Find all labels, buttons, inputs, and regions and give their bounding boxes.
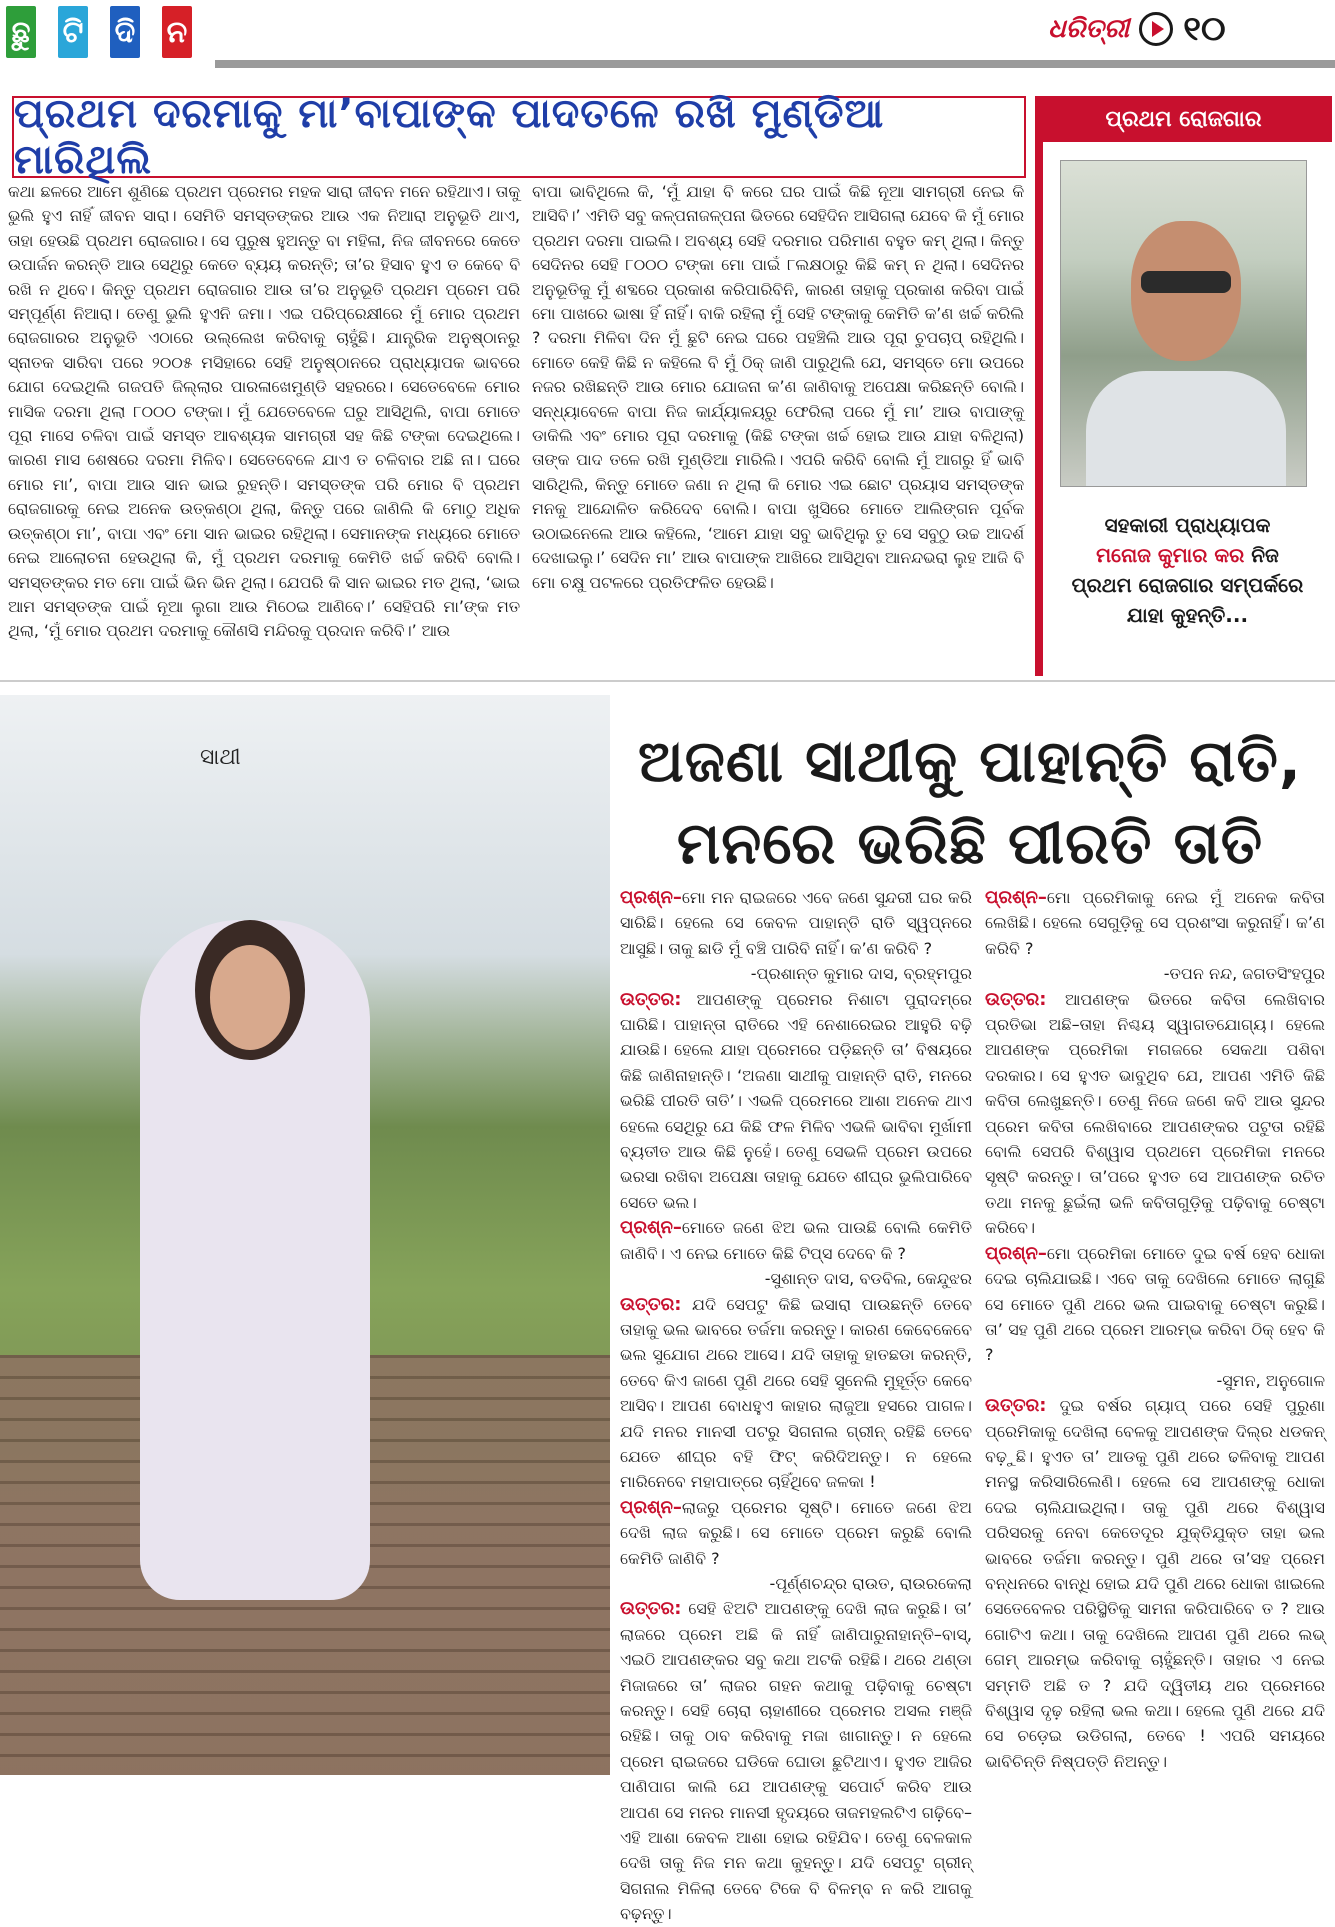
article1-body-2: ବାପା ଭାବିଥିଲେ କି, ‘ମୁଁ ଯାହା ବି କରେ ଘର ପାଇଁ କିଛି ନୂଆ ସାମଗ୍ରୀ ନେଇ କି ଆସିବି।’ ଏମିତି ସବୁ କଳ୍ପନାଜଳ୍ପନା ଭିତରେ ସେହିଦିନ ଆସିଗଲା ଯେବେ କି ମୁଁ ମୋର ପ୍ରଥମ ଦରମା ପାଇଲି। ଅବଶ୍ୟ ସେହି ଦରମାର ପରିମାଣ ବହୁତ କମ୍ ଥିଲା। କିନ୍ତୁ ସେଦିନର ସେହି ୮୦୦୦ ଟଙ୍କା ମୋ ପାଇଁ ୮ଲକ୍ଷଠାରୁ କିଛି କମ୍ ନ ଥିଲା। ସେଦିନର ଅନୁଭୂତିକୁ ମୁଁ ଶବ୍ଦରେ ପ୍ରକାଶ କରିପାରିବିନି, କାରଣ ତାହାକୁ ପ୍ରକାଶ କରିବା ପାଇଁ ମୋ ପାଖରେ ଭାଷା ହିଁ ନାହିଁ। ବାକି ରହିଲା ମୁଁ ସେହି ଟଙ୍କାକୁ କେମିତି କ’ଣ ଖର୍ଚ୍ଚ କରିଲି ? ଦରମା ମିଳିବା ଦିନ ମୁଁ ଛୁଟି ନେଇ ଘରେ ପହଞ୍ଚିଲି ଆଉ ପୂରା ଚୁପଚାପ୍ ରହିଥିଲି। ମୋତେ କେହି କିଛି ନ କହିଲେ ବି ମୁଁ ଠିକ୍ ଜାଣି ପାରୁଥିଲି ଯେ, ସମସ୍ତେ ମୋ ଉପରେ ନଜର ରଖିଛନ୍ତି ଆଉ ମୋର ଯୋଜନା କ’ଣ ଜାଣିବାକୁ ଅପେକ୍ଷା କରିଛନ୍ତି ବୋଲି। ସନ୍ଧ୍ୟାବେଳେ ବାପା ନିଜ କାର୍ଯ୍ୟାଳୟରୁ ଫେରିଲା ପରେ ମୁଁ ମା’ ଆଉ ବାପାଙ୍କୁ ଡାକିଲି ଏବଂ ମୋର ପୂରା ଦରମାକୁ (କିଛି ଟଙ୍କା ଖର୍ଚ୍ଚ ହୋଇ ଆଉ ଯାହା ବଳିଥିଲା) ତାଙ୍କ ପାଦ ତଳେ ରଖି ମୁଣ୍ଡିଆ ମାରିଲି। ଏପରି କରିବି ବୋଲି ମୁଁ ଆଗରୁ ହିଁ ଭାବି ସାରିଥିଲି, କିନ୍ତୁ ମୋତେ ଜଣା ନ ଥିଲା କି ମୋର ଏଇ ଛୋଟ ପ୍ରୟାସ ସମସ୍ତଙ୍କ ମନକୁ ଆନ୍ଦୋଳିତ କରିଦେବ ବୋଲି। ବାପା ଖୁସିରେ ମୋତେ ଆଲିଙ୍ଗନ ପୂର୍ବକ ଉଠାଇନେଲେ ଆଉ କହିଲେ, ‘ଆମେ ଯାହା ସବୁ ଭାବିଥିଲୁ ତୁ ସେ ସବୁଠୁ ଉଚ୍ଚ ଆଦର୍ଶ ଦେଖାଇଲୁ।’ ସେଦିନ ମା’ ଆଉ ବାପାଙ୍କ ଆଖିରେ ଆସିଥିବା ଆନନ୍ଦଭରା ଲୁହ ଆଜି ବି ମୋ ଚକ୍ଷୁ ପଟଳରେ ପ୍ରତିଫଳିତ ହେଉଛି।	[532, 182, 1024, 592]
question-label: ପ୍ରଶ୍ନ–	[620, 1496, 682, 1518]
answer-label: ଉତ୍ତର:	[620, 988, 682, 1010]
answer-label: ଉତ୍ତର:	[620, 1293, 682, 1315]
section-tile-1: ଛୁ	[6, 6, 36, 58]
question-label: ପ୍ରଶ୍ନ–	[985, 887, 1047, 908]
answer-text: ଆପଣଙ୍କୁ ପ୍ରେମର ନିଶାଟା ପୁରାଦମ୍‌ରେ ଘାରିଛି। ପାହାନ୍ତା ରାତିରେ ଏହି ନେଶାରେଇର ଆହୁରି ବଢ଼ି ଯାଉଛି। ହେଲେ ଯାହା ପ୍ରେମରେ ପଡ଼ିଛନ୍ତି ତା’ ବିଷୟରେ କିଛି ଜାଣିନାହାନ୍ତି। ‘ଅଜଣା ସାଥୀକୁ ପାହାନ୍ତି ରାତି, ମନରେ ଭରିଛି ପୀରତି ତାତି’। ଏଭଳି ପ୍ରେମରେ ଆଶା ଅନେକ ଥାଏ ହେଲେ ସେଥିରୁ ଯେ କିଛି ଫଳ ମିଳିବ ଏଭଳି ଭାବିବା ମୁର୍ଖାମୀ ବ୍ୟତୀତ ଆଉ କିଛି ନୁହେଁ। ତେଣୁ ସେଭଳି ପ୍ରେମ ଉପରେ ଭରସା ରଖିବା ଅପେକ୍ଷା ତାହାକୁ ଯେତେ ଶୀଘ୍ର ଭୁଲିପାରିବେ ସେତେ ଭଲ।	[620, 989, 972, 1212]
article2-headline-line2: ମନରେ ଭରିଛି ପୀରତି ତାତି	[676, 809, 1264, 877]
question-text: ଲାଜରୁ ପ୍ରେମର ସୃଷ୍ଟି। ମୋତେ ଜଣେ ଝିଅ ଦେଖି ଲାଜ କରୁଛି। ସେ ମୋତେ ପ୍ରେମ କରୁଛି ବୋଲି କେମିତି ଜାଣିବି ?	[620, 1497, 972, 1568]
answer-text: ସେହି ଝିଅଟି ଆପଣଙ୍କୁ ଦେଖି ଲାଜ କରୁଛି। ତା’ ଲାଜରେ ପ୍ରେମ ଅଛି କି ନାହିଁ ଜାଣିପାରୁନାହାନ୍ତି–ବାସ୍, ଏଇଠି ଆପଣଙ୍କର ସବୁ କଥା ଅଟକି ରହିଛି। ଥରେ ଥଣ୍ଡା ମିଜାଜରେ ତା’ ଲାଜର ଗହନ କଥାକୁ ପଢ଼ିବାକୁ ଚେଷ୍ଟା କରନ୍ତୁ। ସେହି ଚୋରା ଚାହାଣୀରେ ପ୍ରେମର ଅସଲ ମଞ୍ଜି ରହିଛି। ତାକୁ ଠାବ କରିବାକୁ ମଜା ଖାଗାନ୍ତୁ। ନ ହେଲେ ପ୍ରେମ ରାଇଜରେ ଘଡିକେ ଘୋଡା ଛୁଟିଥାଏ। ହୁଏତ ଆଜିର ପାଣିପାଗ କାଲି ଯେ ଆପଣଙ୍କୁ ସପୋର୍ଟ କରିବ ଆଉ ଆପଣ ସେ ମନର ମାନସୀ ହୃଦୟରେ ତାଜମହଲଟିଏ ଗଢ଼ିବେ–ଏହି ଆଶା କେବଳ ଆଶା ହୋଇ ରହିଯିବ। ତେଣୁ ବେଳକାଳ ଦେଖି ତାକୁ ନିଜ ମନ କଥା କୁହନ୍ତୁ। ଯଦି ସେପଟୁ ଗ୍ରୀନ୍ ସିଗନାଲ ମିଳିଲା ତେବେ ଟିକେ ବି ବିଳମ୍ବ ନ କରି ଆଗକୁ ବଢ଼ନ୍ତୁ।	[620, 1599, 972, 1924]
caption-name: ମନୋଜ କୁମାର କର	[1096, 543, 1245, 567]
caption-name-line	[1060, 540, 1315, 570]
answer-label: ଉତ୍ତର:	[620, 1598, 682, 1620]
question-text: ମୋତେ ଜଣେ ଝିଅ ଭଲ ପାଉଛି ବୋଲି କେମିତି ଜାଣିବି। ଏ ନେଇ ମୋତେ କିଛି ଟିପ୍ସ ଦେବେ କି ?	[620, 1218, 972, 1263]
qa-column-1	[620, 885, 972, 1927]
sidebar-red-rule	[1035, 96, 1043, 676]
article1-ribbon: ପ୍ରଥମ ରୋଜଗାର	[1035, 96, 1332, 142]
question-signature: -ସୁଶାନ୍ତ ଦାସ, ବଡବିଲ, କେନ୍ଦୁଝର	[764, 1269, 972, 1289]
author-shirt	[1086, 371, 1286, 486]
question-text: ମୋ ମନ ରାଇଜରେ ଏବେ ଜଣେ ସୁନ୍ଦରୀ ଘର କରି ସାରିଛି। ହେଲେ ସେ କେବଳ ପାହାନ୍ତି ରାତି ସ୍ୱପ୍ନରେ ଆସୁଛି। ତାକୁ ଛାଡି ମୁଁ ବଞ୍ଚି ପାରିବି ନାହିଁ। କ’ଣ କରିବି ?	[620, 888, 972, 958]
article1-column-2	[532, 180, 1024, 595]
qa-item	[620, 1215, 972, 1494]
question-signature: -ସୁମନ, ଅନୁଗୋଳ	[1216, 1370, 1325, 1390]
answer-text: ଦୁଇ ବର୍ଷର ଗ୍ୟାପ୍ ପରେ ସେହି ପୁରୁଣା ପ୍ରେମିକାକୁ ଦେଖିଲା ବେଳକୁ ଆପଣଙ୍କ ଦିଲ୍‌ର ଧଡକନ୍ ବଢ଼ୁଛି। ହୁଏତ ତା’ ଆଡକୁ ପୁଣି ଥରେ ଢଳିବାକୁ ଆପଣ ମନସ୍ଥ କରିସାରିଲେଣି। ହେଲେ ସେ ଆପଣଙ୍କୁ ଧୋକା ଦେଇ ଚାଲିଯାଇଥିଲା। ତାକୁ ପୁଣି ଥରେ ବିଶ୍ୱାସ ପରିସରକୁ ନେବା କେତେଦୂର ଯୁକ୍ତିଯୁକ୍ତ ତାହା ଭଲ ଭାବରେ ତର୍ଜମା କରନ୍ତୁ। ପୁଣି ଥରେ ତା’ସହ ପ୍ରେମ ବନ୍ଧନରେ ବାନ୍ଧି ହୋଇ ଯଦି ପୁଣି ଥରେ ଧୋକା ଖାଇଲେ ସେତେବେଳର ପରିସ୍ଥିତିକୁ ସାମନା କରିପାରିବେ ତ ? ଆଉ ଗୋଟିଏ କଥା। ତାକୁ ଦେଖିଲେ ଆପଣ ପୁଣି ଥରେ ଲଭ୍ ଗେମ୍ ଆରମ୍ଭ କରିବାକୁ ଚାହୁଁଛନ୍ତି। ତାହାର ଏ ନେଇ ସମ୍ମତି ଅଛି ତ ? ଯଦି ଦ୍ୱିତୀୟ ଥର ପ୍ରେମରେ ବିଶ୍ୱାସ ଦୃଢ଼ ରହିଲା ଭଲ କଥା। ହେଲେ ପୁଣି ଥରେ ଯଦି ସେ ଚଡ଼େଇ ଉଡିଗଲା, ତେବେ ! ଏପରି ସମୟରେ ଭାବିଚିନ୍ତି ନିଷ୍ପତ୍ତି ନିଅନ୍ତୁ।	[985, 1396, 1325, 1771]
caption-name-suffix: ନିଜ	[1244, 543, 1279, 567]
question-text: ମୋ ପ୍ରେମିକା ମୋତେ ଦୁଇ ବର୍ଷ ହେବ ଧୋକା ଦେଇ ଚାଲିଯାଇଛି। ଏବେ ତାକୁ ଦେଖିଲେ ମୋତେ ଲାଗୁଛି ସେ ମୋତେ ପୁଣି ଥରେ ଭଲ ପାଇବାକୁ ଚେଷ୍ଟା କରୁଛି। ତା’ ସହ ପୁଣି ଥରେ ପ୍ରେମ ଆରମ୍ଭ କରିବା ଠିକ୍ ହେବ କି ?	[985, 1243, 1325, 1365]
brand-block	[1048, 4, 1333, 54]
section-tile-4: ନ	[162, 6, 192, 58]
page-number: ୧୦	[1183, 9, 1226, 49]
caption-line-3: ପ୍ରଥମ ରୋଜଗାର ସମ୍ପର୍କରେ	[1071, 573, 1304, 597]
article1-column-1	[8, 180, 520, 644]
question-signature: -ତପନ ନନ୍ଦ, ଜଗତସିଂହପୁର	[1163, 964, 1325, 984]
question-signature: -ପ୍ରଶାନ୍ତ କୁମାର ଦାସ, ବ୍ରହ୍ମପୁର	[750, 964, 972, 984]
section-divider	[0, 680, 1335, 682]
author-caption	[1060, 510, 1315, 630]
author-photo	[1060, 160, 1307, 487]
article1-headline: ପ୍ରଥମ ଦରମାକୁ ମା’ବାପାଙ୍କ ପାଦତଳେ ରଖି ମୁଣ୍ଡିଆ ମାରିଥିଲି	[12, 96, 1026, 178]
brand-logo: ଧରିତ୍ରୀ	[1048, 13, 1130, 44]
play-icon	[1139, 12, 1173, 46]
qa-item	[985, 1241, 1325, 1775]
question-label: ପ୍ରଶ୍ନ–	[620, 1217, 682, 1239]
article1-body-1: କଥା ଛଳରେ ଆମେ ଶୁଣିଛେ ପ୍ରଥମ ପ୍ରେମର ମହକ ସାରା ଜୀବନ ମନେ ରହିଥାଏ। ତାକୁ ଭୁଲି ହୁଏ ନାହିଁ ଜୀବନ ସାରା। ସେମିତି ସମସ୍ତଙ୍କର ଆଉ ଏକ ନିଆରା ଅନୁଭୂତି ଥାଏ, ତାହା ହେଉଛି ପ୍ରଥମ ରୋଜଗାର। ସେ ପୁରୁଷ ହୁଅନ୍ତୁ ବା ମହିଳା, ନିଜ ଜୀବନରେ କେତେ ଉପାର୍ଜନ କରନ୍ତି ଆଉ ସେଥିରୁ କେତେ ବ୍ୟୟ କରନ୍ତି; ତା’ର ହିସାବ ହୁଏ ତ କେବେ ବି ରଖି ନ ଥିବେ। କିନ୍ତୁ ପ୍ରଥମ ରୋଜଗାର ଆଉ ତା’ର ଅନୁଭୂତି ପ୍ରଥମ ପ୍ରେମ ପରି ସମ୍ପୂର୍ଣ୍ଣ ନିଆରା। ତେଣୁ ଭୁଲି ହୁଏନି ଜମା। ଏଇ ପରିପ୍ରେକ୍ଷୀରେ ମୁଁ ମୋର ପ୍ରଥମ ରୋଜଗାରର ଅନୁଭୂତି ଏଠାରେ ଉଲ୍ଲେଖ କରିବାକୁ ଚାହୁଁଛି। ଯାନ୍ତ୍ରିକ ଅନୁଷ୍ଠାନରୁ ସ୍ନାତକ ସାରିବା ପରେ ୨୦୦୫ ମସିହାରେ ସେହି ଅନୁଷ୍ଠାନରେ ପ୍ରାଧ୍ୟାପକ ଭାବରେ ଯୋଗ ଦେଇଥିଲି ଗଜପତି ଜିଲ୍ଲାର ପାରଳାଖେମୁଣ୍ଡି ସହରରେ। ସେତେବେଳେ ମୋର ମାସିକ ଦରମା ଥିଲା ୮୦୦୦ ଟଙ୍କା। ମୁଁ ଯେତେବେଳେ ଘରୁ ଆସିଥିଲି, ବାପା ମୋତେ ପୂରା ମାସେ ଚଳିବା ପାଇଁ ସମସ୍ତ ଆବଶ୍ୟକ ସାମଗ୍ରୀ ସହ କିଛି ଟଙ୍କା ଦେଇଥିଲେ। କାରଣ ମାସ ଶେଷରେ ଦରମା ମିଳିବ। ସେତେବେଳେ ଯାଏ ତ ଚଳିବାର ଅଛି ନା। ଘରେ ମୋର ମା’, ବାପା ଆଉ ସାନ ଭାଇ ରୁହନ୍ତି। ସମସ୍ତଙ୍କ ପରି ମୋର ବି ପ୍ରଥମ ରୋଜଗାରକୁ ନେଇ ଅନେକ ଉତ୍କଣ୍ଠା ଥିଲା, କିନ୍ତୁ ପରେ ଜାଣିଲି କି ମୋଠୁ ଅଧିକ ଉତ୍କଣ୍ଠା ମା’, ବାପା ଏବଂ ମୋ ସାନ ଭାଇର ରହିଥିଲା। ସେମାନଙ୍କ ମଧ୍ୟରେ ମୋତେ ନେଇ ଆଲୋଚନା ହେଉଥିଲା କି, ମୁଁ ପ୍ରଥମ ଦରମାକୁ କେମିତି ଖର୍ଚ୍ଚ କରିବି ବୋଲି। ସମସ୍ତଙ୍କର ମତ ମୋ ପାଇଁ ଭିନ ଭିନ ଥିଲା। ଯେପରି କି ସାନ ଭାଇର ମତ ଥିଲା, ‘ଭାଇ ଆମ ସମସ୍ତଙ୍କ ପାଇଁ ନୂଆ ଲୁଗା ଆଉ ମିଠେଇ ଆଣିବେ।’ ସେହିପରି ମା’ଙ୍କ ମତ ଥିଲା, ‘ମୁଁ ମୋର ପ୍ରଥମ ଦରମାକୁ କୌଣସି ମନ୍ଦିରକୁ ପ୍ରଦାନ କରିବି।’ ଆଉ	[8, 182, 520, 641]
caption-role: ସହକାରୀ ପ୍ରାଧ୍ୟାପକ	[1104, 513, 1271, 537]
qa-item	[620, 885, 972, 1215]
qa-item	[620, 1495, 972, 1927]
question-signature: -ପୂର୍ଣ୍ଣଚନ୍ଦ୍ର ରାଉତ, ରାଉରକେଲା	[769, 1573, 972, 1593]
question-label: ପ୍ରଶ୍ନ–	[985, 1242, 1047, 1264]
answer-label: ଉତ୍ତର:	[985, 1395, 1047, 1417]
question-text: ମୋ ପ୍ରେମିକାକୁ ନେଇ ମୁଁ ଅନେକ କବିତା ଲେଖିଛି। ହେଲେ ସେଗୁଡ଼ିକୁ ସେ ପ୍ରଶଂସା କରୁନାହିଁ। କ’ଣ କରିବି ?	[985, 888, 1325, 958]
answer-label: ଉତ୍ତର:	[985, 988, 1047, 1010]
qa-column-2	[985, 885, 1325, 1774]
answer-text: ଆପଣଙ୍କ ଭିତରେ କବିତା ଲେଖିବାର ପ୍ରତିଭା ଅଛି–ତାହା ନିଶ୍ଚୟ ସ୍ୱାଗତଯୋଗ୍ୟ। ହେଲେ ଆପଣଙ୍କ ପ୍ରେମିକା ମଗଜରେ ସେକଥା ପଶିବା ଦରକାର। ସେ ହୁଏତ ଭାବୁଥିବ ଯେ, ଆପଣ ଏମିତି କିଛି କବିତା ଲେଖୁଛନ୍ତି। ତେଣୁ ନିଜେ ଜଣେ କବି ଆଉ ସୁନ୍ଦର ପ୍ରେମ କବିତା ଲେଖିବାରେ ଆପଣଙ୍କର ପଟୁତା ରହିଛି ବୋଲି ସେପରି ବିଶ୍ୱାସ ପ୍ରଥମେ ପ୍ରେମିକା ମନରେ ସୃଷ୍ଟି କରନ୍ତୁ। ତା’ପରେ ହୁଏତ ସେ ଆପଣଙ୍କ ରଚିତ ତଥା ମନକୁ ଛୁଇଁଲା ଭଳି କବିତାଗୁଡ଼ିକୁ ପଢ଼ିବାକୁ ଚେଷ୍ଟା କରିବେ।	[985, 989, 1325, 1238]
article2-headline-line1: ଅଜଣା ସାଥୀକୁ ପାହାନ୍ତି ରାତି,	[638, 727, 1302, 795]
question-label: ପ୍ରଶ୍ନ–	[620, 887, 682, 908]
photo-label: ସାଥୀ	[200, 745, 241, 770]
caption-line-4: ଯାହା କୁହନ୍ତି...	[1126, 603, 1249, 627]
header-rule	[215, 60, 1335, 68]
answer-text: ଯଦି ସେପଟୁ କିଛି ଇସାରା ପାଉଛନ୍ତି ତେବେ ତାହାକୁ ଭଲ ଭାବରେ ତର୍ଜମା କରନ୍ତୁ। କାରଣ କେବେକେବେ ଭଲ ସୁଯୋଗ ଥରେ ଆସେ। ଯଦି ତାହାକୁ ହାତଛଡା କରନ୍ତି, ତେବେ କିଏ ଜାଣେ ପୁଣି ଥରେ ସେହି ସୁନେଲି ମୁହୂର୍ତ୍ତ କେବେ ଆସିବ। ଆପଣ ବୋଧହୁଏ କାହାର ଲାଜୁଆ ହସରେ ପାଗଳ। ଯଦି ମନର ମାନସୀ ପଟରୁ ସିଗନାଲ ଗ୍ରୀନ୍ ରହିଛି ତେବେ ଯେତେ ଶୀଘ୍ର ବହି ଫିଟ୍ କରିଦିଅନ୍ତୁ। ନ ହେଲେ ମାରିନେବେ ମହାପାତ୍ରେ ଚାହିଁଥିବେ ଜଳକା !	[620, 1294, 972, 1492]
model-face	[210, 945, 290, 1050]
article2-headline	[620, 720, 1320, 884]
sunglasses-icon	[1141, 271, 1231, 293]
qa-item	[985, 885, 1325, 1241]
section-tile-2: ଟି	[58, 6, 88, 58]
section-tile-3: ଦି	[110, 6, 140, 58]
